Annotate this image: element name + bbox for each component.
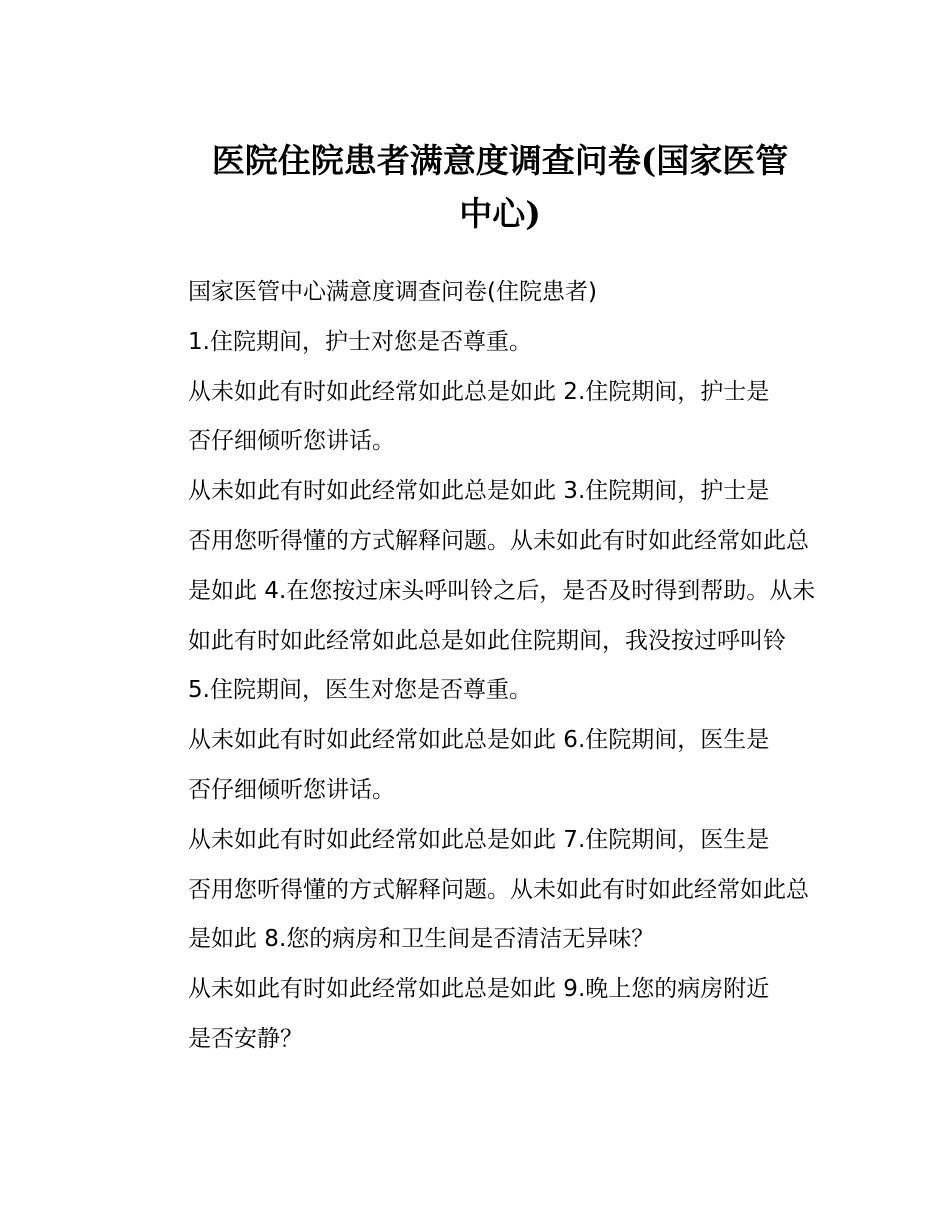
text-line: 否仔细倾听您讲话。 bbox=[188, 428, 395, 455]
text-line: 从未如此有时如此经常如此总是如此 7.住院期间，医生是 bbox=[188, 826, 770, 853]
paragraph-question-6 bbox=[140, 716, 815, 816]
paragraph-survey-heading bbox=[140, 268, 815, 318]
text-line: 否仔细倾听您讲话。 bbox=[188, 776, 395, 803]
document-body bbox=[140, 268, 815, 1065]
text-line: 是否安静？ bbox=[188, 1025, 303, 1052]
paragraph-questions-7-8 bbox=[140, 816, 815, 965]
title-line: 中心) bbox=[459, 194, 541, 234]
text-line: 从未如此有时如此经常如此总是如此 3.住院期间，护士是 bbox=[188, 478, 770, 505]
text-line: 从未如此有时如此经常如此总是如此 6.住院期间，医生是 bbox=[188, 727, 770, 754]
text-line: 是如此 8.您的病房和卫生间是否清洁无异味？ bbox=[188, 926, 655, 953]
text-line: 是如此 4.在您按过床头呼叫铃之后，是否及时得到帮助。从未 bbox=[188, 577, 816, 604]
paragraph-question-9 bbox=[140, 965, 815, 1065]
text-line: 从未如此有时如此经常如此总是如此 2.住院期间，护士是 bbox=[188, 378, 770, 405]
paragraph-question-5 bbox=[140, 666, 815, 716]
text-line: 否用您听得懂的方式解释问题。从未如此有时如此经常如此总 bbox=[188, 527, 809, 554]
title-line: 医院住院患者满意度调查问卷(国家医管 bbox=[211, 141, 789, 181]
paragraph-question-2 bbox=[140, 368, 815, 468]
text-line: 5.住院期间，医生对您是否尊重。 bbox=[188, 677, 532, 704]
text-line: 1.住院期间，护士对您是否尊重。 bbox=[188, 328, 532, 355]
paragraph-questions-3-4 bbox=[140, 467, 815, 666]
text-line: 如此有时如此经常如此总是如此住院期间，我没按过呼叫铃 bbox=[188, 627, 786, 654]
paragraph-question-1 bbox=[140, 318, 815, 368]
document-title bbox=[140, 134, 860, 240]
text-line: 国家医管中心满意度调查问卷(住院患者) bbox=[188, 279, 597, 305]
text-line: 否用您听得懂的方式解释问题。从未如此有时如此经常如此总 bbox=[188, 876, 809, 903]
text-line: 从未如此有时如此经常如此总是如此 9.晚上您的病房附近 bbox=[188, 976, 770, 1003]
